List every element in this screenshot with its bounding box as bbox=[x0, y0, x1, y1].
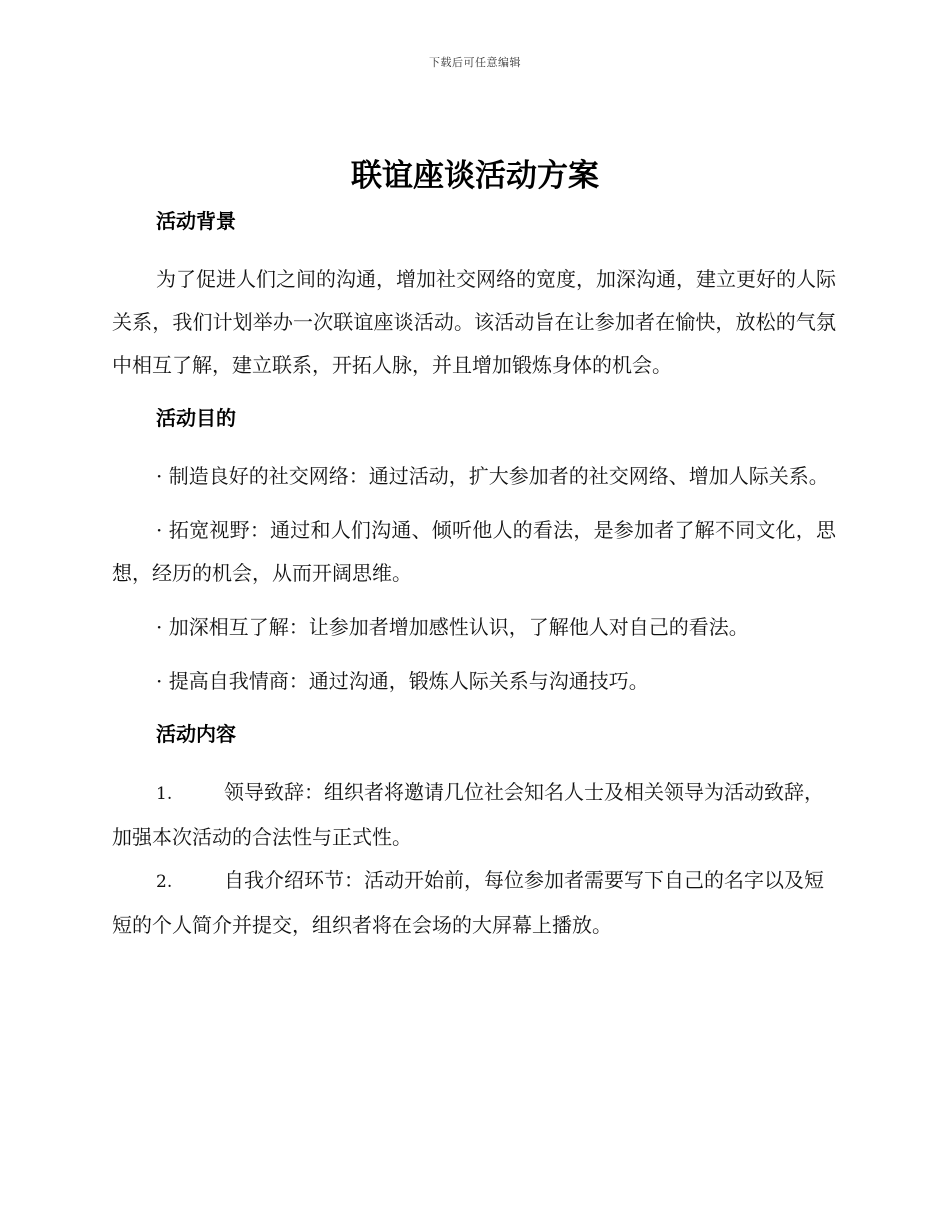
section-heading-background: 活动背景 bbox=[156, 209, 236, 233]
background-paragraph: 为了促进人们之间的沟通，增加社交网络的宽度，加深沟通，建立更好的人际关系，我们计划举办一次联谊座谈活动。该活动旨在让参加者在愉快，放松的气氛中相互了解，建立联系，开拓人脉，并且增加锻炼身体的机会。 bbox=[112, 267, 836, 377]
document-title: 联谊座谈活动方案 bbox=[351, 158, 599, 194]
content-list-item bbox=[112, 771, 836, 859]
purpose-bullet: · 拓宽视野：通过和人们沟通、倾听他人的看法，是参加者了解不同文化，思想，经历的机会，从而开阔思维。 bbox=[112, 518, 836, 585]
list-item-text: 自我介绍环节：活动开始前，每位参加者需要写下自己的名字以及短短的个人简介并提交，组织者将在会场的大屏幕上播放。 bbox=[112, 868, 824, 937]
header-note: 下载后可任意编辑 bbox=[429, 56, 521, 69]
section-heading-content: 活动内容 bbox=[156, 722, 236, 746]
document-body bbox=[112, 206, 836, 947]
list-item-number: 1. bbox=[156, 784, 173, 804]
section-heading-purpose: 活动目的 bbox=[156, 406, 236, 430]
purpose-bullet: · 加深相互了解：让参加者增加感性认识，了解他人对自己的看法。 bbox=[156, 615, 749, 639]
list-item-text: 领导致辞：组织者将邀请几位社会知名人士及相关领导为活动致辞，加强本次活动的合法性与正式性。 bbox=[112, 780, 824, 849]
content-list-item bbox=[112, 859, 836, 947]
list-item-number: 2. bbox=[156, 872, 173, 892]
purpose-bullet: · 制造良好的社交网络：通过活动，扩大参加者的社交网络、增加人际关系。 bbox=[156, 464, 829, 488]
purpose-bullet: · 提高自我情商：通过沟通，锻炼人际关系与沟通技巧。 bbox=[156, 669, 649, 693]
